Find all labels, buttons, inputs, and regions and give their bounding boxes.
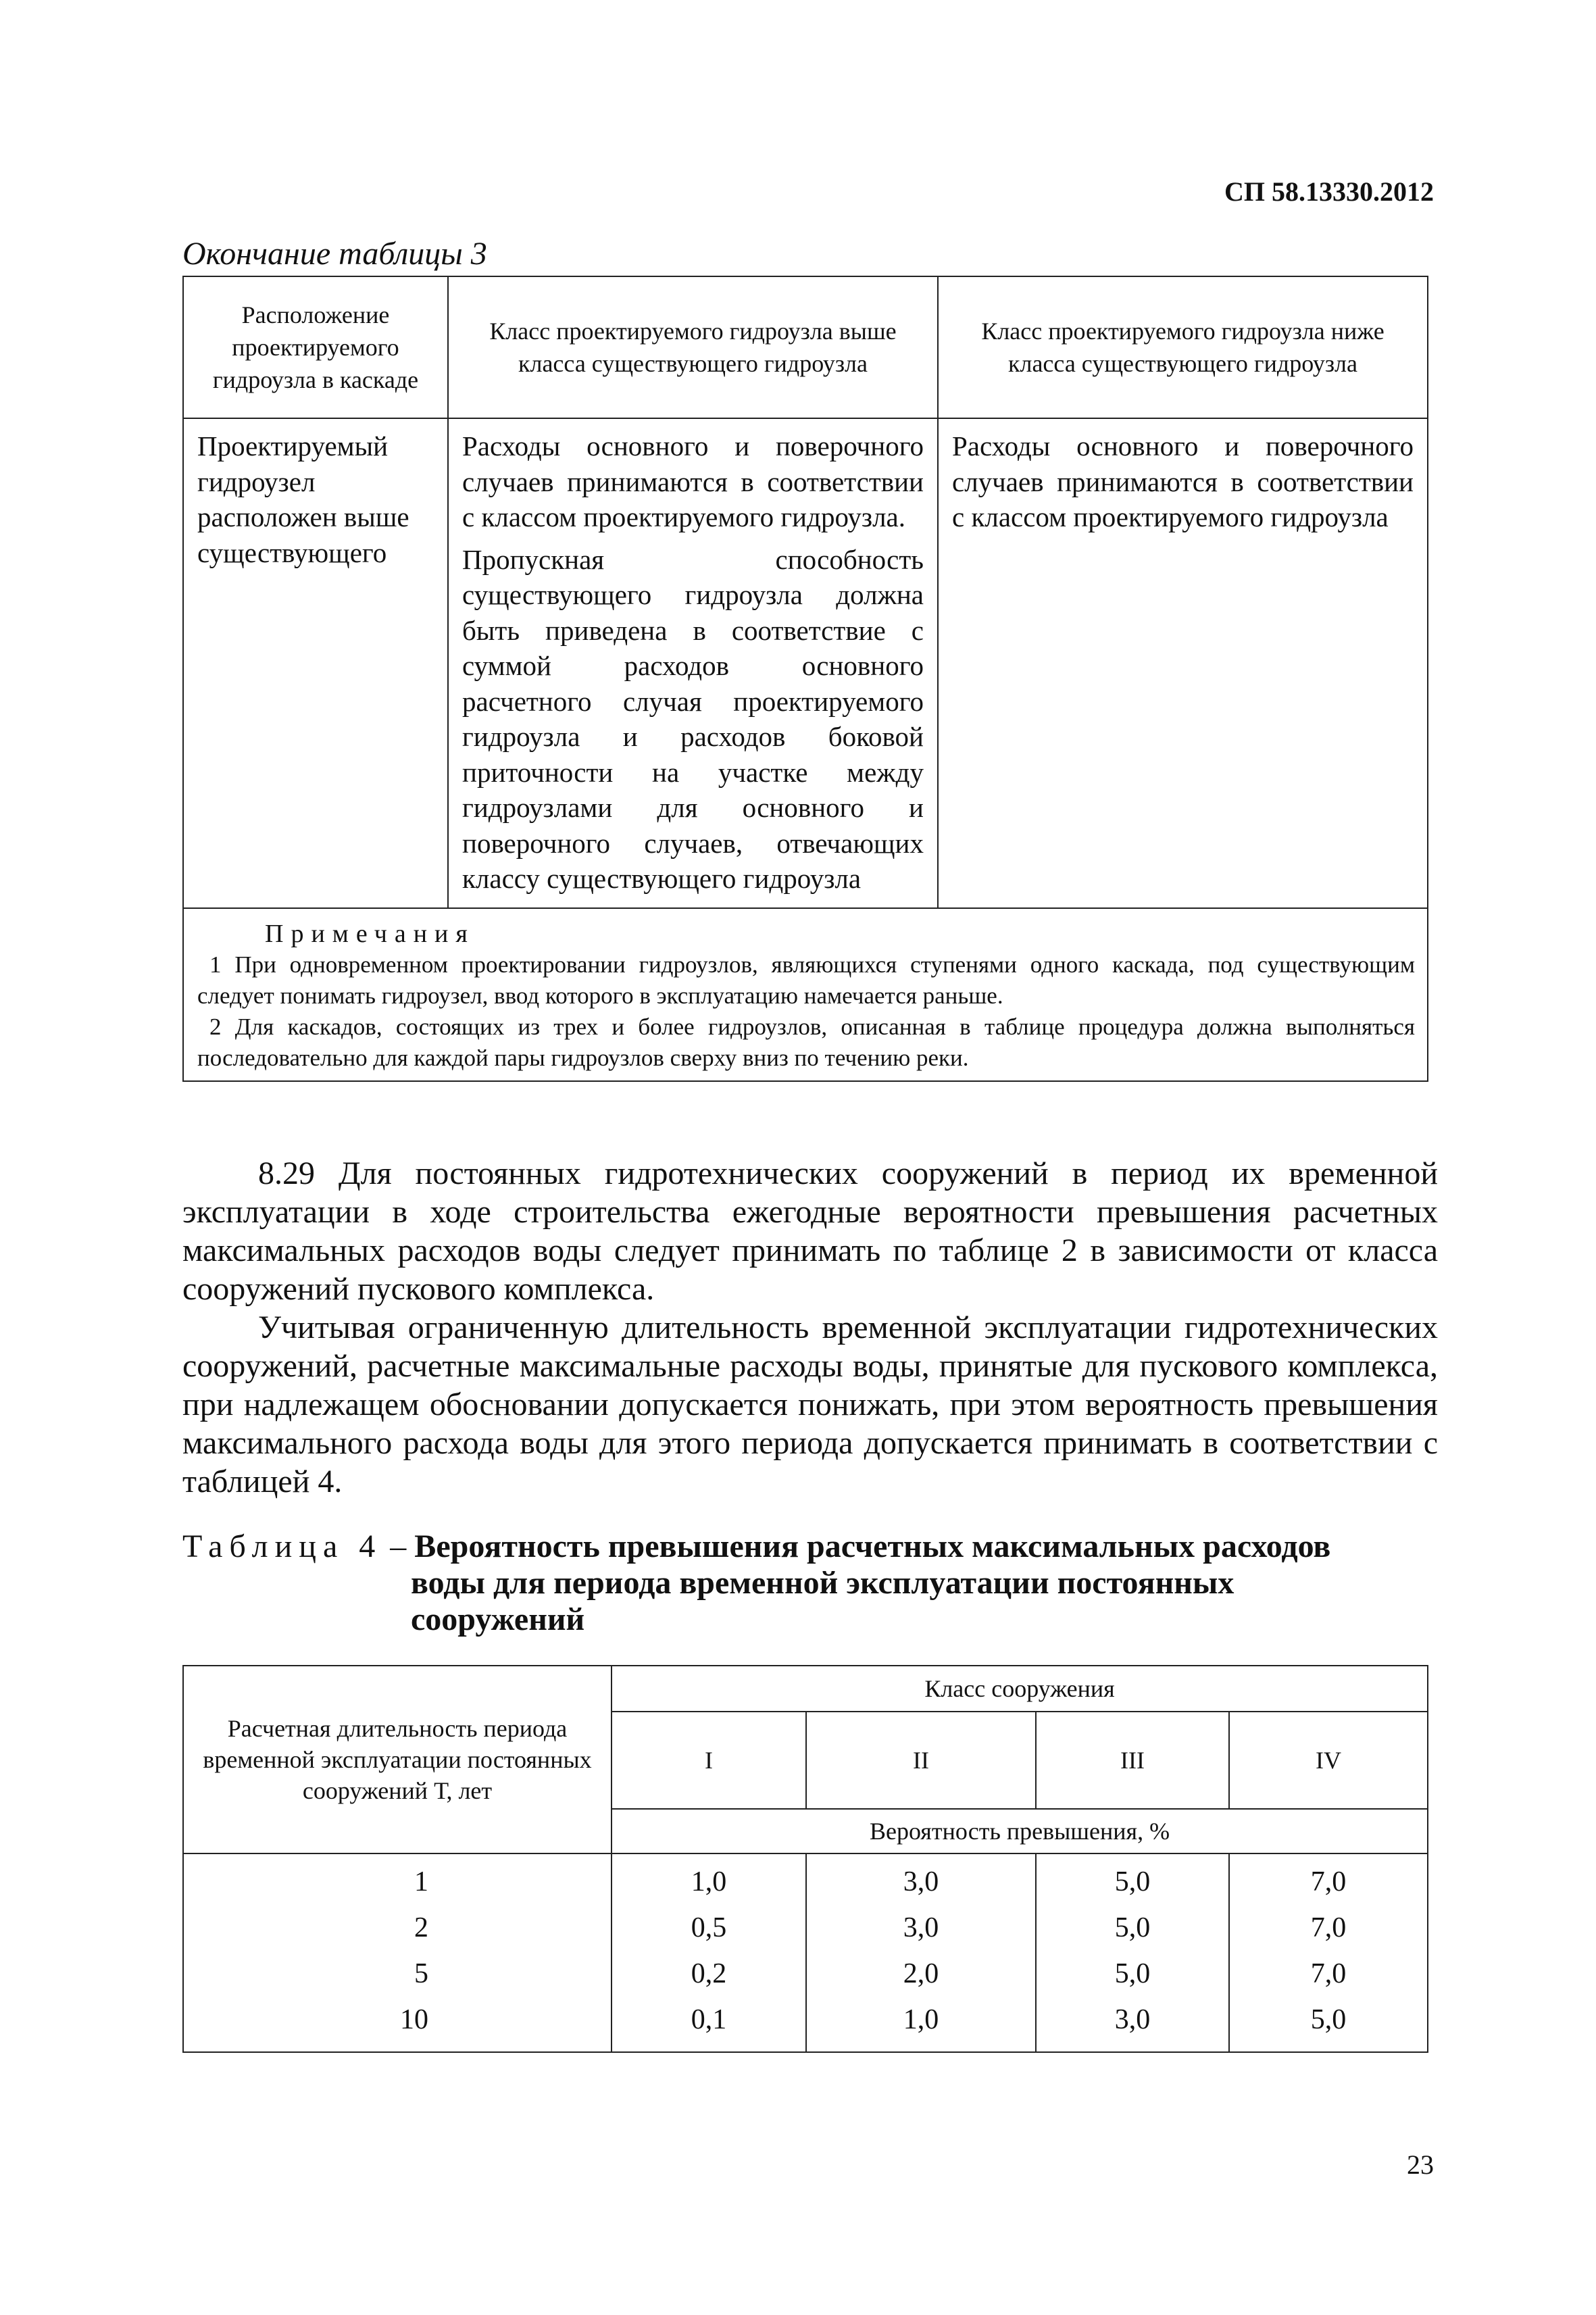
document-code: СП 58.13330.2012 <box>1224 176 1434 207</box>
table4-value-cell: 1,0 <box>612 1853 806 1905</box>
table4-value-cell: 1,0 <box>806 1997 1036 2052</box>
table4-value-cell: 2,0 <box>806 1951 1036 1997</box>
table-row <box>183 1905 1428 1951</box>
table3-notes <box>183 908 1428 1081</box>
table4-class-ii: II <box>806 1712 1036 1809</box>
table4-value-cell: 5,0 <box>1229 1997 1428 2052</box>
note-2: 2 Для каскадов, состоящих из трех и более гидроузлов, описанная в таблице процедура должна выполняться последовательно для каждой пары гидроузлов сверху вниз по течению реки. <box>197 1013 1415 1071</box>
table4-value-cell: 0,5 <box>612 1905 806 1951</box>
paragraph-considering: Учитывая ограниченную длительность временной эксплуатации гидротехнических сооружений, расчетные максимальные расходы воды, принятые для пускового комплекса, при надлежащем обосновании допускается понижать, при этом вероятность превышения максимального расхода воды для этого периода допускается принимать в соответствии с таблицей 4. <box>182 1310 1438 1499</box>
table3-cell-lower-class: Расходы основного и поверочного случаев принимаются в соответствии с классом проектируемого гидроузла <box>938 418 1428 908</box>
table4-header-class: Класс сооружения <box>612 1666 1428 1712</box>
table3-header-row <box>183 276 1428 418</box>
table3-header-location: Расположение проектируемого гидроузла в каскаде <box>183 276 448 418</box>
page-number: 23 <box>1407 2149 1434 2180</box>
table4-value-cell: 7,0 <box>1229 1951 1428 1997</box>
table4-value-cell: 3,0 <box>806 1905 1036 1951</box>
table3-cell-higher-class-p2: Пропускная способность существующего гидроузла должна быть приведена в соответствие с суммой расходов основного расчетного случая проектируемого гидроузла и расходов боковой приточности на участке между гидроузлами для основного и поверочного случаев, отвечающих классу существующего гидроузла <box>462 543 924 894</box>
table-row <box>183 1997 1428 2052</box>
table4-duration-cell: 1 <box>183 1853 612 1905</box>
note-1: 1 При одновременном проектировании гидроузлов, являющихся ступенями одного каскада, под существующим следует понимать гидроузел, ввод которого в эксплуатацию намечается раньше. <box>197 951 1415 1009</box>
table-row <box>183 1853 1428 1905</box>
table4-value-cell: 5,0 <box>1036 1951 1229 1997</box>
table4-header-duration: Расчетная длительность периода временной эксплуатации постоянных сооружений Т, лет <box>183 1666 612 1853</box>
table4-value-cell: 3,0 <box>806 1853 1036 1905</box>
table4-value-cell: 0,2 <box>612 1951 806 1997</box>
table3-cell-higher-class-p1: Расходы основного и поверочного случаев принимаются в соответствии с классом проектируемого гидроузла. <box>462 430 924 532</box>
table4-label: Таблица 4 <box>182 1528 382 1564</box>
notes-title: Примечания <box>265 919 475 948</box>
table4-value-cell: 7,0 <box>1229 1905 1428 1951</box>
table3-notes-row <box>183 908 1428 1081</box>
table3-header-lower-class: Класс проектируемого гидроузла ниже класса существующего гидроузла <box>938 276 1428 418</box>
table3-body-row <box>183 418 1428 908</box>
table3-continuation-label: Окончание таблицы 3 <box>182 236 487 272</box>
table4-header-row-1 <box>183 1666 1428 1712</box>
table4-subheader-probability: Вероятность превышения, % <box>612 1809 1428 1853</box>
table-3 <box>182 276 1428 1082</box>
paragraph-8-29: 8.29 Для постоянных гидротехнических сооружений в период их временной эксплуатации в ходе строительства ежегодные вероятности превышения расчетных максимальных расходов воды следует принимать по таблице 2 в зависимости от класса сооружений пускового комплекса. <box>182 1155 1438 1307</box>
table3-header-higher-class: Класс проектируемого гидроузла выше класса существующего гидроузла <box>448 276 938 418</box>
table4-class-iii: III <box>1036 1712 1229 1809</box>
table4-class-iv: IV <box>1229 1712 1428 1809</box>
table4-caption <box>182 1528 1399 1638</box>
table4-value-cell: 7,0 <box>1229 1853 1428 1905</box>
table4-class-i: I <box>612 1712 806 1809</box>
table4-duration-cell: 5 <box>183 1951 612 1997</box>
table4-duration-cell: 10 <box>183 1997 612 2052</box>
table4-title-line3: сооружений <box>411 1601 585 1637</box>
table4-title-line2: воды для периода временной эксплуатации постоянных <box>411 1565 1235 1601</box>
table4-value-cell: 3,0 <box>1036 1997 1229 2052</box>
table4-value-cell: 5,0 <box>1036 1853 1229 1905</box>
table3-cell-location: Проектируемый гидроузел расположен выше существующего <box>183 418 448 908</box>
table4-dash: – <box>382 1528 415 1564</box>
table3-cell-higher-class <box>448 418 938 908</box>
table4-value-cell: 5,0 <box>1036 1905 1229 1951</box>
table4-value-cell: 0,1 <box>612 1997 806 2052</box>
table-4 <box>182 1665 1428 2053</box>
table-row <box>183 1951 1428 1997</box>
table4-title-line1: Вероятность превышения расчетных максимальных расходов <box>414 1528 1331 1564</box>
table4-duration-cell: 2 <box>183 1905 612 1951</box>
